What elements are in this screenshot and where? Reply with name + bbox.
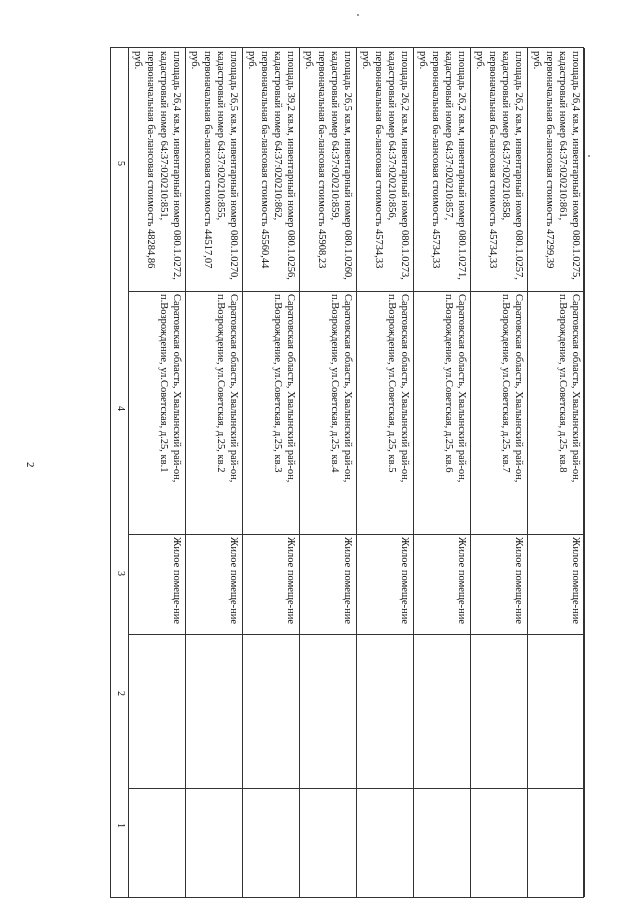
cell-address (129, 291, 185, 534)
cell-address (300, 291, 356, 534)
cell-description (300, 48, 356, 291)
cell-description (357, 48, 413, 291)
cell-type (471, 534, 527, 634)
header-4: 4 (114, 406, 126, 411)
cell-address (528, 291, 584, 534)
header-3: 3 (114, 571, 126, 576)
scan-speck (357, 14, 359, 16)
cell-address (414, 291, 470, 534)
cell-address-text: Саратовская область, Хвалынский рай-он, п.Возрождение, ул.Советская, д.25, кв.6 (443, 294, 467, 483)
cell-description-text: площадь 26,4 кв.м, инвентарный номер 080.1.0272, кадастровый номер 64:37:020210:851, первоначальная ба-лансовая стоимость 48284,86 руб. (132, 51, 182, 280)
cell-address-text: Саратовская область, Хвалынский рай-он, п.Возрождение, ул.Советская, д.25, кв.7 (500, 294, 524, 483)
cell-description-text: площадь 39,2 кв.м, инвентарный номер 080.1.0256, кадастровый номер 64:37:020210:862, первоначальная ба-лансовая стоимость 45560,44 руб. (246, 51, 296, 280)
cell-description (471, 48, 527, 291)
cell-description (186, 48, 242, 291)
cell-address (186, 291, 242, 534)
cell-address-text: Саратовская область, Хвалынский рай-он, п.Возрождение, ул.Советская, д.25, кв.2 (215, 294, 239, 483)
table-row (129, 48, 186, 897)
scan-speck (588, 155, 590, 157)
table-row (243, 48, 300, 897)
cell-address-text: Саратовская область, Хвалынский рай-он, п.Возрождение, ул.Советская, д.25, кв.1 (158, 294, 182, 483)
table-row (300, 48, 357, 897)
table-row (528, 48, 585, 897)
cell-description (414, 48, 470, 291)
cell-type (300, 534, 356, 634)
table-row (471, 48, 528, 897)
table-row (186, 48, 243, 897)
header-2: 2 (114, 691, 126, 696)
cell-address (243, 291, 299, 534)
cell-description-text: площадь 26,4 кв.м, инвентарный номер 080.1.0275, кадастровый номер 64:37:020210:861, первоначальная ба-лансовая стоимость 47299,39 руб. (531, 51, 581, 280)
cell-description (243, 48, 299, 291)
cell-type-text: Жилое помеще-ние (342, 537, 353, 625)
cell-address-text: Саратовская область, Хвалынский рай-он, п.Возрождение, ул.Советская, д.25, кв.5 (386, 294, 410, 483)
cell-type-text: Жилое помеще-ние (171, 537, 182, 625)
cell-address-text: Саратовская область, Хвалынский рай-он, п.Возрождение, ул.Советская, д.25, кв.3 (272, 294, 296, 483)
cell-address (357, 291, 413, 534)
cell-type-text: Жилое помеще-ние (399, 537, 410, 625)
cell-type (414, 534, 470, 634)
cell-type-text: Жилое помеще-ние (285, 537, 296, 625)
page-number: 2 (24, 462, 36, 468)
cell-description-text: площадь 26,2 кв.м, инвентарный номер 080.1.0271, кадастровый номер 64:37:020210:857, первоначальная ба-лансовая стоимость 45734,33 руб. (417, 51, 467, 280)
cell-type (528, 534, 584, 634)
cell-type-text: Жилое помеще-ние (513, 537, 524, 625)
cell-description (528, 48, 584, 291)
cell-description-text: площадь 26,2 кв.м, инвентарный номер 080.1.0257, кадастровый номер 64:37:020210:858, первоначальная ба-лансовая стоимость 45734,33 руб. (474, 51, 524, 280)
cell-type (243, 534, 299, 634)
cell-description-text: площадь 26,2 кв.м, инвентарный номер 080.1.0273, кадастровый номер 64:37:020210:856, первоначальная ба-лансовая стоимость 45734,33 руб. (360, 51, 410, 280)
cell-description-text: площадь 26,5 кв.м, инвентарный номер 080.1.0270, кадастровый номер 64:37:020210:855, первоначальная ба-лансовая стоимость 44517,07 руб. (189, 51, 239, 280)
cell-description-text: площадь 26,5 кв.м, инвентарный номер 080.1.0260, кадастровый номер 64:37:020210:859, первоначальная ба-лансовая стоимость 45908,23 руб. (303, 51, 353, 280)
cell-description (129, 48, 185, 291)
cell-address-text: Саратовская область, Хвалынский рай-он, п.Возрождение, ул.Советская, д.25, кв.4 (329, 294, 353, 483)
cell-type-text: Жилое помеще-ние (228, 537, 239, 625)
cell-type (357, 534, 413, 634)
table-row (414, 48, 471, 897)
header-1: 1 (114, 823, 126, 828)
cell-type-text: Жилое помеще-ние (456, 537, 467, 625)
cell-address (471, 291, 527, 534)
cell-address-text: Саратовская область, Хвалынский рай-он, п.Возрождение, ул.Советская, д.25, кв.8 (557, 294, 581, 483)
cell-type (129, 534, 185, 634)
cell-type-text: Жилое помеще-ние (570, 537, 581, 625)
cell-type (186, 534, 242, 634)
header-5: 5 (114, 161, 126, 166)
table-header-column (111, 48, 129, 897)
table-row (357, 48, 414, 897)
property-table (110, 47, 584, 898)
